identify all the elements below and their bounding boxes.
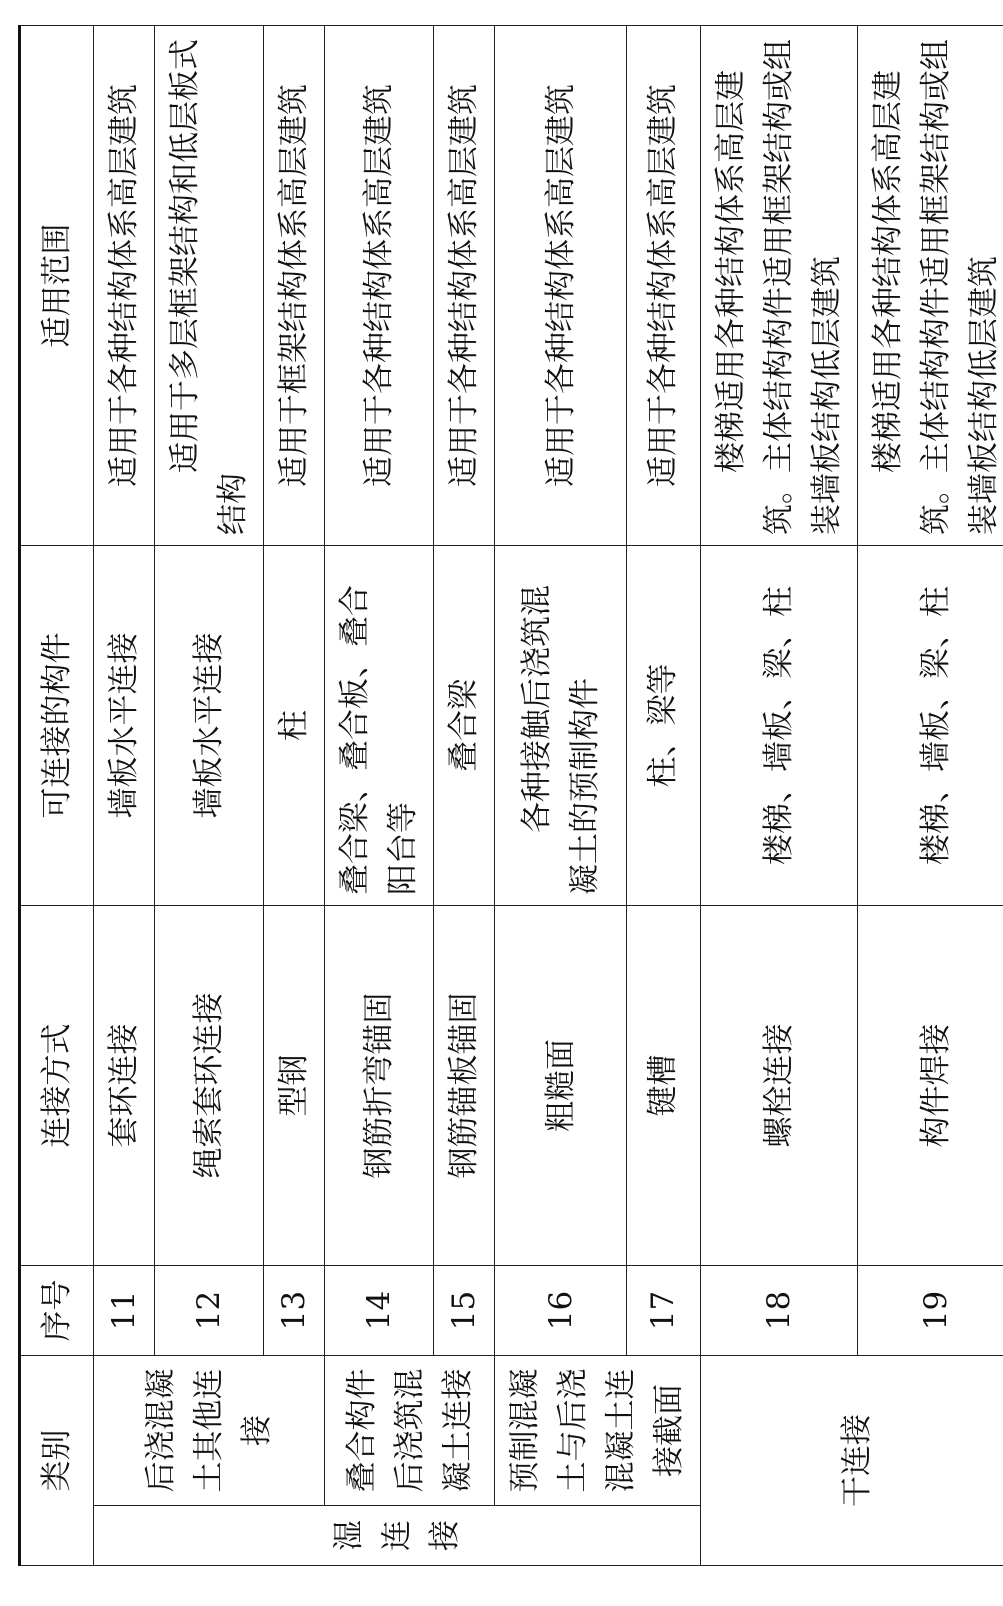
connection-table: [18, 25, 1003, 1566]
row-method: 型钢: [264, 906, 325, 1266]
row-no: 15: [434, 1266, 495, 1356]
row-method: 绳索套环连接: [155, 906, 264, 1266]
table-row: [857, 26, 1003, 1566]
table-row: [626, 26, 700, 1566]
row-scope: 适用于各种结构体系高层建筑: [495, 26, 627, 546]
row-scope: 适用于多层框架结构和低层板式结构: [155, 26, 264, 546]
row-no: 18: [700, 1266, 857, 1356]
row-scope: 适用于各种结构体系高层建筑: [325, 26, 434, 546]
header-category: 类别: [20, 1356, 94, 1566]
table-row: [325, 26, 434, 1566]
group-other: 后浇混凝土其他连接: [94, 1356, 325, 1506]
row-components: 柱、梁等: [626, 546, 700, 906]
row-method: 粗糙面: [495, 906, 627, 1266]
row-components: 墙板水平连接: [94, 546, 155, 906]
row-scope: 适用于各种结构体系高层建筑: [434, 26, 495, 546]
row-no: 13: [264, 1266, 325, 1356]
row-scope: 楼梯适用各种结构体系高层建筑。主体结构构件适用框架结构或组装墙板结构低层建筑: [857, 26, 1003, 546]
group-precast: 预制混凝土与后浇混凝土连接截面: [495, 1356, 700, 1506]
row-method: 钢筋折弯锚固: [325, 906, 434, 1266]
row-method: 钢筋锚板锚固: [434, 906, 495, 1266]
row-no: 11: [94, 1266, 155, 1356]
row-no: 16: [495, 1266, 627, 1356]
table-row: [94, 26, 155, 1566]
row-components: 叠合梁: [434, 546, 495, 906]
row-no: 14: [325, 1266, 434, 1356]
row-components: 叠合梁、叠合板、叠合阳台等: [325, 546, 434, 906]
row-components: 柱: [264, 546, 325, 906]
header-row: [20, 26, 94, 1566]
row-scope: 楼梯适用各种结构体系高层建筑。主体结构构件适用框架结构或组装墙板结构低层建筑: [700, 26, 857, 546]
table-row: [495, 26, 627, 1566]
table-row: [700, 26, 857, 1566]
row-components: 楼梯、墙板、梁、柱: [700, 546, 857, 906]
row-scope: 适用于框架结构体系高层建筑: [264, 26, 325, 546]
row-components: 楼梯、墙板、梁、柱: [857, 546, 1003, 906]
header-no: 序号: [20, 1266, 94, 1356]
header-method: 连接方式: [20, 906, 94, 1266]
table-row: [264, 26, 325, 1566]
table-row: [155, 26, 264, 1566]
row-method: 套环连接: [94, 906, 155, 1266]
row-scope: 适用于各种结构体系高层建筑: [94, 26, 155, 546]
dry-label: 干连接: [700, 1356, 1003, 1566]
row-scope: 适用于各种结构体系高层建筑: [626, 26, 700, 546]
row-method: 螺栓连接: [700, 906, 857, 1266]
row-method: 构件焊接: [857, 906, 1003, 1266]
group-composite: 叠合构件后浇筑混凝土连接: [325, 1356, 495, 1506]
row-no: 12: [155, 1266, 264, 1356]
table-row: [434, 26, 495, 1566]
wet-label: 湿连接: [94, 1506, 701, 1566]
header-scope: 适用范围: [20, 26, 94, 546]
header-components: 可连接的构件: [20, 546, 94, 906]
row-components: 各种接触后浇筑混凝土的预制构件: [495, 546, 627, 906]
row-components: 墙板水平连接: [155, 546, 264, 906]
row-method: 键槽: [626, 906, 700, 1266]
row-no: 19: [857, 1266, 1003, 1356]
row-no: 17: [626, 1266, 700, 1356]
